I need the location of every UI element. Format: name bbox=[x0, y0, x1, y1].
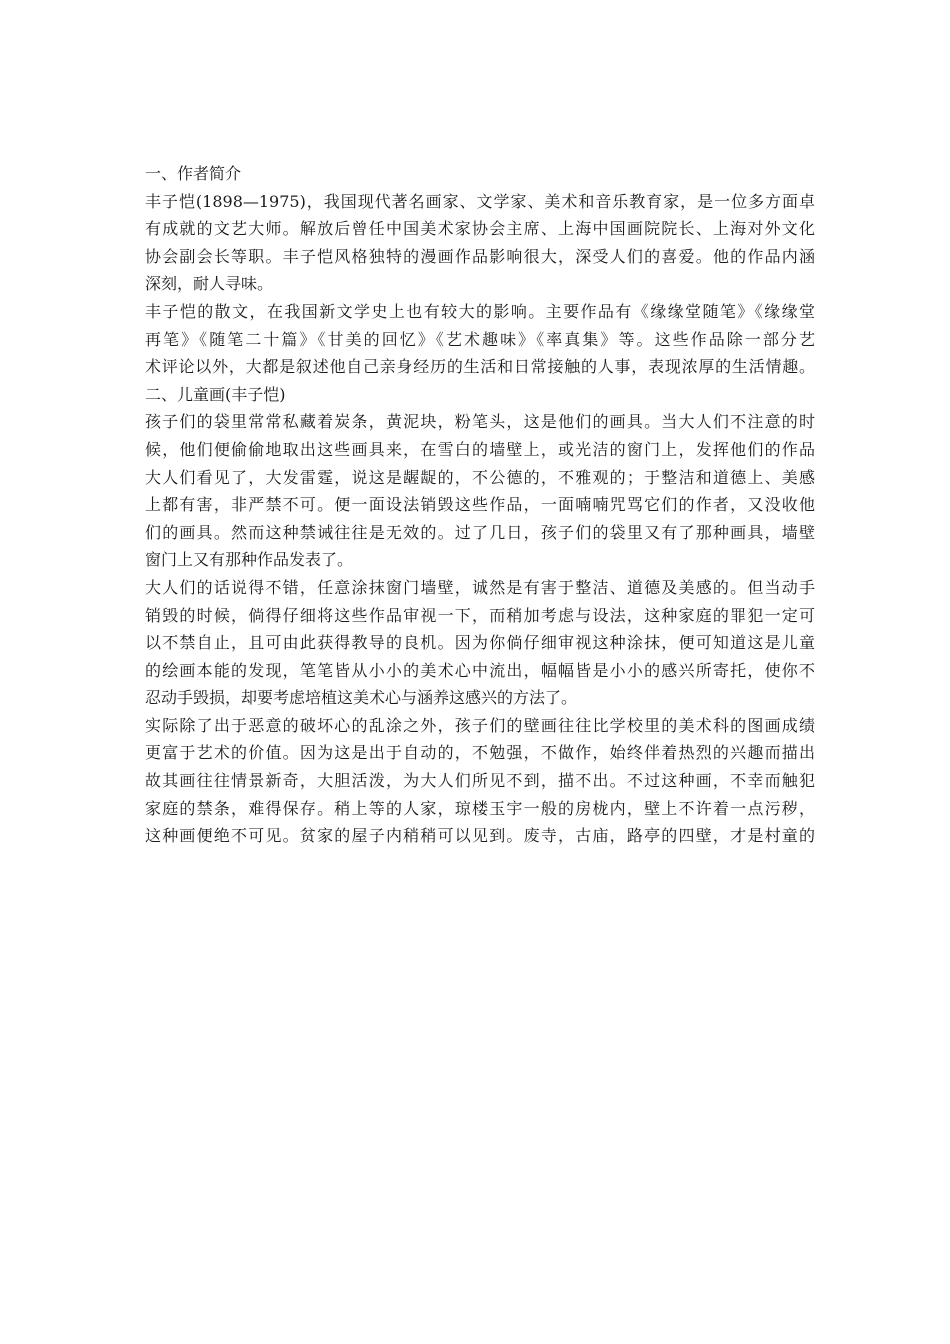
paragraph bbox=[145, 298, 815, 381]
text-line: 深刻，耐人寻味。 bbox=[145, 274, 274, 294]
text-line: 丰子恺的散文，在我国新文学史上也有较大的影响。主要作品有《缘缘堂随笔》《缘缘堂 bbox=[145, 301, 815, 321]
text-line: 这种画便绝不可见。贫家的屋子内稍稍可以见到。废寺，古庙，路亭的四壁，才是村童的 bbox=[145, 826, 815, 846]
text-line: 上都有害，非严禁不可。便一面设法销毁这些作品，一面喃喃咒骂它们的作者，又没收他 bbox=[145, 495, 815, 515]
text-line: 的绘画本能的发现，笔笔皆从小小的美术心中流出，幅幅皆是小小的感兴所寄托，使你不 bbox=[145, 660, 815, 680]
text-line: 家庭的禁条，难得保存。稍上等的人家，琼楼玉宇一般的房栊内，壁上不许着一点污秽， bbox=[145, 798, 815, 818]
text-line: 大人们的话说得不错，任意涂抹窗门墙壁，诚然是有害于整洁、道德及美感的。但当动手 bbox=[145, 577, 815, 597]
text-line: 再笔》《随笔二十篇》《甘美的回忆》《艺术趣味》《率真集》等。这些作品除一部分艺 bbox=[145, 329, 815, 349]
paragraph bbox=[145, 188, 815, 298]
text-line: 丰子恺(1898—1975)，我国现代著名画家、文学家、美术和音乐教育家，是一位多方面卓 bbox=[145, 191, 815, 211]
section-heading: 二、儿童画(丰子恺) bbox=[145, 384, 286, 404]
text-line: 忍动手毁损，却要考虑培植这美术心与涵养这感兴的方法了。 bbox=[145, 688, 578, 708]
paragraph bbox=[145, 408, 815, 574]
paragraph bbox=[145, 574, 815, 712]
text-line: 实际除了出于恶意的破坏心的乱涂之外，孩子们的壁画往往比学校里的美术科的图画成绩 bbox=[145, 715, 815, 735]
text-line: 术评论以外，大都是叙述他自己亲身经历的生活和日常接触的人事，表现浓厚的生活情趣。 bbox=[145, 357, 815, 377]
text-line: 候，他们便偷偷地取出这些画具来，在雪白的墙壁上，或光洁的窗门上，发挥他们的作品 bbox=[145, 439, 815, 459]
text-line: 们的画具。然而这种禁诫往往是无效的。过了几日，孩子们的袋里又有了那种画具，墙壁 bbox=[145, 522, 815, 542]
document-body bbox=[145, 160, 815, 850]
text-line: 协会副会长等职。丰子恺风格独特的漫画作品影响很大，深受人们的喜爱。他的作品内涵 bbox=[145, 246, 815, 266]
text-line: 销毁的时候，倘得仔细将这些作品审视一下，而稍加考虑与设法，这种家庭的罪犯一定可 bbox=[145, 605, 815, 625]
paragraph bbox=[145, 712, 815, 850]
text-line: 以不禁自止，且可由此获得教导的良机。因为你倘仔细审视这种涂抹，便可知道这是儿童 bbox=[145, 633, 815, 653]
text-line: 故其画往往情景新奇，大胆活泼，为大人们所见不到，描不出。不过这种画，不幸而触犯 bbox=[145, 771, 815, 791]
text-line: 孩子们的袋里常常私藏着炭条，黄泥块，粉笔头，这是他们的画具。当大人们不注意的时 bbox=[145, 412, 815, 432]
text-line: 大人们看见了，大发雷霆，说这是龌龊的，不公德的，不雅观的；于整洁和道德上、美感 bbox=[145, 467, 815, 487]
section-heading: 一、作者简介 bbox=[145, 164, 242, 183]
text-line: 窗门上又有那种作品发表了。 bbox=[145, 550, 354, 570]
text-line: 更富于艺术的价值。因为这是出于自动的，不勉强，不做作，始终伴着热烈的兴趣而描出 bbox=[145, 743, 815, 763]
text-line: 有成就的文艺大师。解放后曾任中国美术家协会主席、上海中国画院院长、上海对外文化 bbox=[145, 219, 815, 239]
